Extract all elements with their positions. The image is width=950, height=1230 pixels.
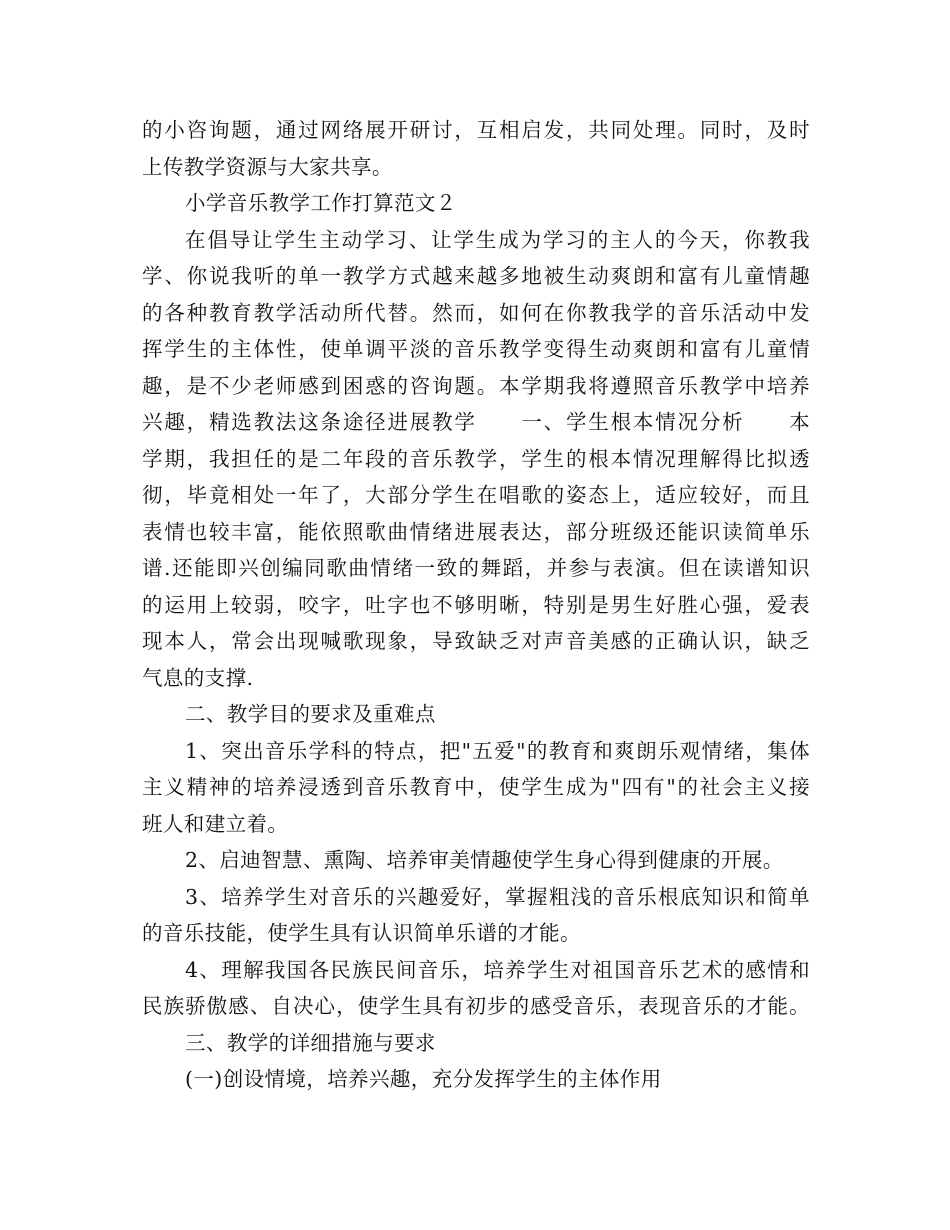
text-line: 表情也较丰富，能依照歌曲情绪进展表达，部分班级还能识读简单乐 xyxy=(142,519,810,544)
text-line: 2、启迪智慧、熏陶、培养审美情趣使学生身心得到健康的开展。 xyxy=(185,848,784,872)
text-line: 二、教学目的要求及重难点 xyxy=(185,702,436,726)
text-line: 上传教学资源与大家共享。 xyxy=(142,154,393,179)
text-line: 谱.还能即兴创编同歌曲情绪一致的舞蹈，并参与表演。但在读谱知识 xyxy=(142,556,810,580)
text-line: 1、突出音乐学科的特点，把"五爱"的教育和爽朗乐观情绪，集体 xyxy=(185,738,810,763)
text-line: 现本人，常会出现喊歌现象，导致缺乏对声音美感的正确认识，缺乏 xyxy=(142,629,810,653)
text-line: 的音乐技能，使学生具有认识简单乐谱的才能。 xyxy=(142,921,581,945)
text-line: 主义精神的培养浸透到音乐教育中，使学生成为"四有"的社会主义接 xyxy=(142,775,810,799)
text-line: (一)创设情境，培养兴趣，充分发挥学生的主体作用 xyxy=(185,1067,662,1091)
text-line: 在倡导让学生主动学习、让学生成为学习的主人的今天，你教我 xyxy=(185,227,810,252)
text-line: 学期，我担任的是二年段的音乐教学，学生的根本情况理解得比拟透 xyxy=(142,446,810,471)
text-line: 3、培养学生对音乐的兴趣爱好，掌握粗浅的音乐根底知识和简单 xyxy=(185,884,810,909)
text-line: 班人和建立着。 xyxy=(142,811,289,836)
text-line: 小学音乐教学工作打算范文２ xyxy=(185,191,457,215)
text-line: 挥学生的主体性，使单调平淡的音乐教学变得生动爽朗和富有儿童情 xyxy=(142,337,810,361)
text-line: 兴趣，精选教法这条途径进展教学 一、学生根本情况分析 本 xyxy=(142,410,810,434)
text-line: 学、你说我听的单一教学方式越来越多地被生动爽朗和富有儿童情趣 xyxy=(142,264,810,288)
text-line: 民族骄傲感、自决心，使学生具有初步的感受音乐，表现音乐的才能。 xyxy=(142,994,810,1018)
text-line: 的各种教育教学活动所代替。然而，如何在你教我学的音乐活动中发 xyxy=(142,300,810,325)
document-page xyxy=(142,112,810,1098)
text-line: 的运用上较弱，咬字，吐字也不够明晰，特别是男生好胜心强，爱表 xyxy=(142,592,810,617)
text-line: 4、理解我国各民族民间音乐，培养学生对祖国音乐艺术的感情和 xyxy=(185,957,810,982)
text-line: 的小咨询题，通过网络展开研讨，互相启发，共同处理。同时，及时 xyxy=(142,118,810,142)
text-line: 趣，是不少老师感到困惑的咨询题。本学期我将遵照音乐教学中培养 xyxy=(142,373,810,398)
text-line: 彻，毕竟相处一年了，大部分学生在唱歌的姿态上，适应较好，而且 xyxy=(142,483,810,507)
text-line: 三、教学的详细措施与要求 xyxy=(185,1030,436,1055)
text-line: 气息的支撑. xyxy=(142,665,254,690)
